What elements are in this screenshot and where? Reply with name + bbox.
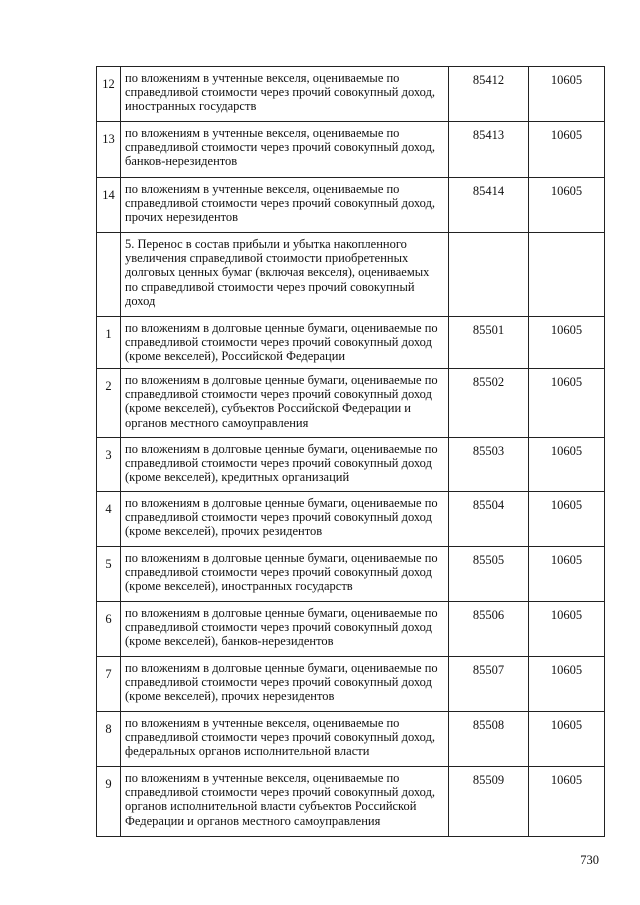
table-row [97,122,605,178]
symbol-code: 10605 [529,122,605,178]
row-description: по вложениям в учтенные векселя, оцениваемые по справедливой стоимости через прочий совокупный доход, федеральных органов исполнительной власти [121,712,449,767]
accounts-table [96,66,605,837]
table-row [97,369,605,438]
account-number [449,233,529,317]
row-number: 5 [97,547,121,602]
accounts-table-body [97,67,605,837]
symbol-code: 10605 [529,67,605,122]
table-row [97,178,605,233]
table-row [97,233,605,317]
row-description: по вложениям в долговые ценные бумаги, оцениваемые по справедливой стоимости через прочий совокупный доход (кроме векселей), прочих резидентов [121,492,449,547]
table-row [97,767,605,837]
row-number: 1 [97,317,121,369]
account-number: 85507 [449,657,529,712]
table-row [97,492,605,547]
row-number: 2 [97,369,121,438]
row-number: 13 [97,122,121,178]
table-row [97,602,605,657]
symbol-code: 10605 [529,657,605,712]
symbol-code: 10605 [529,767,605,837]
table-row [97,547,605,602]
symbol-code: 10605 [529,492,605,547]
table-row [97,67,605,122]
row-description: по вложениям в долговые ценные бумаги, оцениваемые по справедливой стоимости через прочий совокупный доход (кроме векселей), прочих нерезидентов [121,657,449,712]
account-number: 85412 [449,67,529,122]
table-row [97,317,605,369]
row-number: 4 [97,492,121,547]
symbol-code: 10605 [529,317,605,369]
row-description: по вложениям в долговые ценные бумаги, оцениваемые по справедливой стоимости через прочий совокупный доход (кроме векселей), иностранных государств [121,547,449,602]
symbol-code [529,233,605,317]
row-description: по вложениям в долговые ценные бумаги, оцениваемые по справедливой стоимости через прочий совокупный доход (кроме векселей), банков-нерезидентов [121,602,449,657]
account-number: 85506 [449,602,529,657]
symbol-code: 10605 [529,438,605,492]
table-row [97,438,605,492]
row-number: 12 [97,67,121,122]
table-row [97,657,605,712]
row-description: по вложениям в учтенные векселя, оцениваемые по справедливой стоимости через прочий совокупный доход, органов исполнительной власти субъектов Российской Федерации и органов местного самоуправления [121,767,449,837]
symbol-code: 10605 [529,547,605,602]
page-number: 730 [580,853,599,867]
row-description: по вложениям в учтенные векселя, оцениваемые по справедливой стоимости через прочий совокупный доход, прочих нерезидентов [121,178,449,233]
row-number: 14 [97,178,121,233]
account-number: 85501 [449,317,529,369]
row-description: по вложениям в учтенные векселя, оцениваемые по справедливой стоимости через прочий совокупный доход, банков-нерезидентов [121,122,449,178]
account-number: 85509 [449,767,529,837]
section-heading: 5. Перенос в состав прибыли и убытка накопленного увеличения справедливой стоимости приобретенных долговых ценных бумаг (включая векселя), оцениваемых по справедливой стоимости через прочий совокупный доход [121,233,449,317]
symbol-code: 10605 [529,712,605,767]
row-number: 7 [97,657,121,712]
row-number: 9 [97,767,121,837]
symbol-code: 10605 [529,178,605,233]
account-number: 85414 [449,178,529,233]
row-description: по вложениям в долговые ценные бумаги, оцениваемые по справедливой стоимости через прочий совокупный доход (кроме векселей), кредитных организаций [121,438,449,492]
row-description: по вложениям в долговые ценные бумаги, оцениваемые по справедливой стоимости через прочий совокупный доход (кроме векселей), субъектов Российской Федерации и органов местного самоуправления [121,369,449,438]
table-row [97,712,605,767]
row-number: 3 [97,438,121,492]
row-description: по вложениям в учтенные векселя, оцениваемые по справедливой стоимости через прочий совокупный доход, иностранных государств [121,67,449,122]
account-number: 85505 [449,547,529,602]
symbol-code: 10605 [529,602,605,657]
row-number [97,233,121,317]
row-number: 8 [97,712,121,767]
account-number: 85508 [449,712,529,767]
account-number: 85413 [449,122,529,178]
symbol-code: 10605 [529,369,605,438]
row-number: 6 [97,602,121,657]
account-number: 85503 [449,438,529,492]
account-number: 85504 [449,492,529,547]
account-number: 85502 [449,369,529,438]
row-description: по вложениям в долговые ценные бумаги, оцениваемые по справедливой стоимости через прочий совокупный доход (кроме векселей), Российской Федерации [121,317,449,369]
